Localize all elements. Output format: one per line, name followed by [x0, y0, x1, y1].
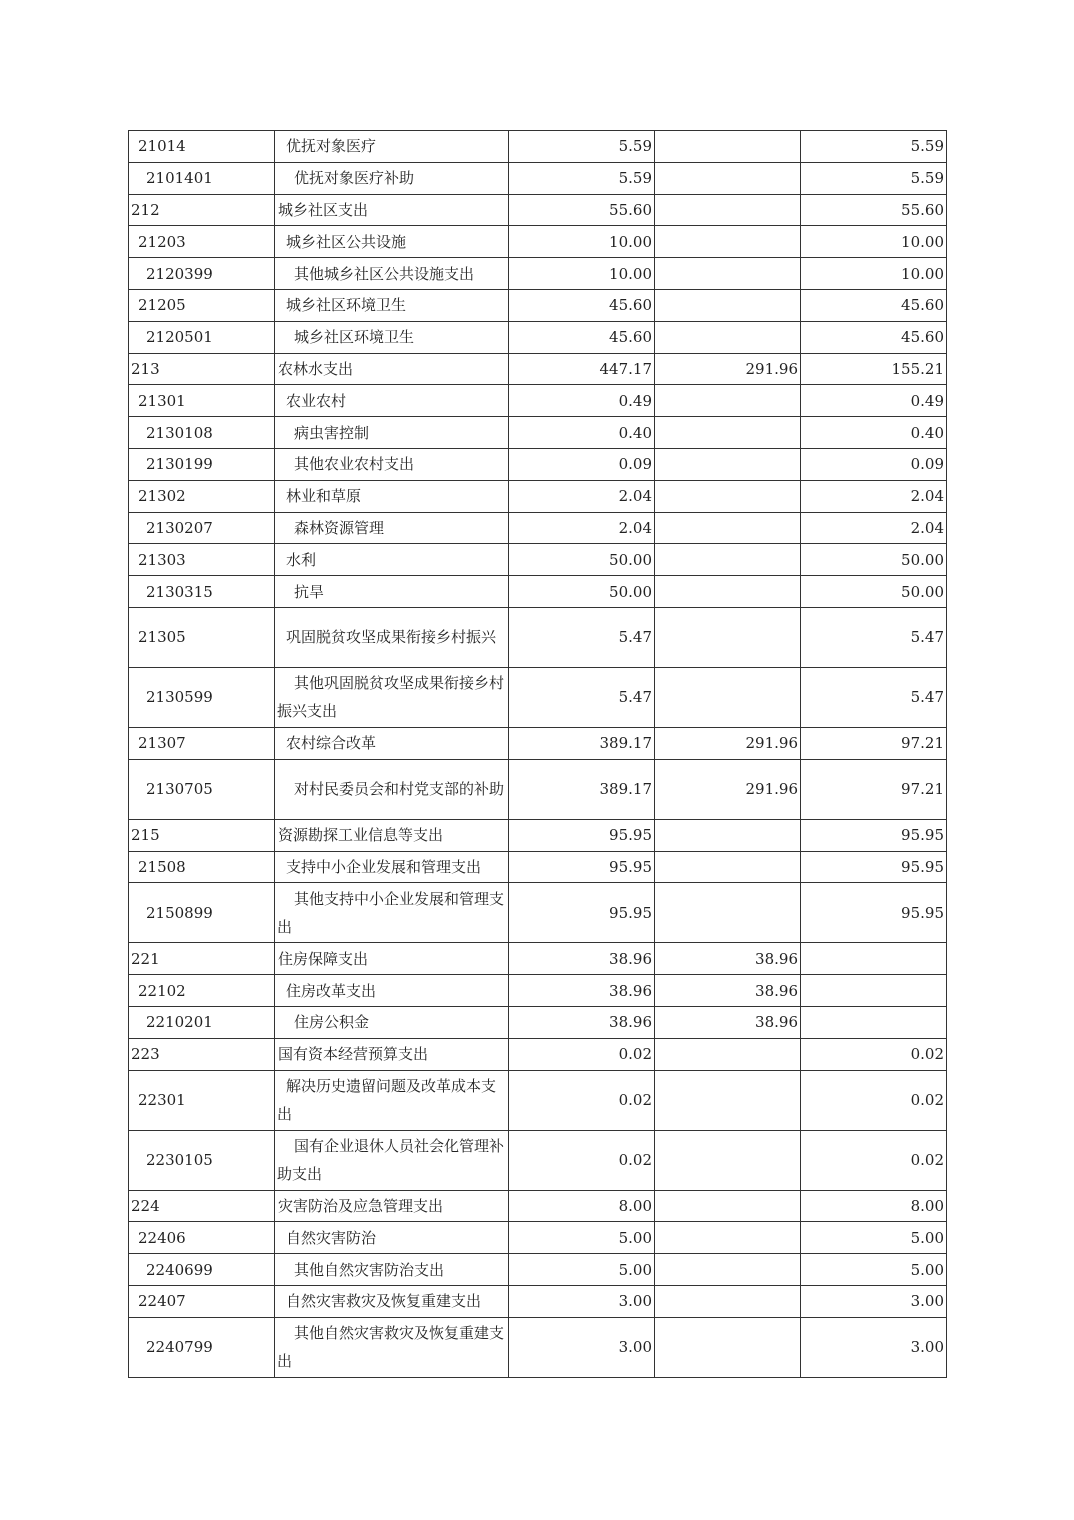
- code-cell: 2101401: [129, 162, 275, 194]
- code-cell: 22301: [129, 1070, 275, 1130]
- code-cell: 21301: [129, 385, 275, 417]
- name-cell: 城乡社区环境卫生: [275, 321, 509, 353]
- total-cell: 0.02: [509, 1130, 655, 1190]
- total-cell: 2.04: [509, 480, 655, 512]
- name-cell: 城乡社区公共设施: [275, 226, 509, 258]
- total-cell: 8.00: [509, 1190, 655, 1222]
- total-cell: 0.49: [509, 385, 655, 417]
- code-cell: 2120501: [129, 321, 275, 353]
- name-cell: 资源勘探工业信息等支出: [275, 819, 509, 851]
- project-cell: [801, 975, 947, 1007]
- project-cell: 3.00: [801, 1317, 947, 1377]
- total-cell: 5.47: [509, 607, 655, 667]
- project-cell: 0.09: [801, 448, 947, 480]
- total-cell: 10.00: [509, 226, 655, 258]
- name-cell: 病虫害控制: [275, 417, 509, 449]
- project-cell: 3.00: [801, 1285, 947, 1317]
- basic-cell: [655, 448, 801, 480]
- code-cell: 2130207: [129, 512, 275, 544]
- name-cell: 水利: [275, 544, 509, 576]
- basic-cell: [655, 1317, 801, 1377]
- name-cell: 农村综合改革: [275, 727, 509, 759]
- name-cell: 农林水支出: [275, 353, 509, 385]
- basic-cell: [655, 162, 801, 194]
- project-cell: 0.40: [801, 417, 947, 449]
- basic-cell: [655, 289, 801, 321]
- total-cell: 5.00: [509, 1222, 655, 1254]
- name-cell: 住房保障支出: [275, 943, 509, 975]
- project-cell: [801, 943, 947, 975]
- table-row: [129, 321, 947, 353]
- total-cell: 0.40: [509, 417, 655, 449]
- code-cell: 223: [129, 1038, 275, 1070]
- project-cell: 2.04: [801, 512, 947, 544]
- code-cell: 2210201: [129, 1006, 275, 1038]
- code-cell: 213: [129, 353, 275, 385]
- code-cell: 21307: [129, 727, 275, 759]
- basic-cell: [655, 321, 801, 353]
- code-cell: 221: [129, 943, 275, 975]
- name-cell: 灾害防治及应急管理支出: [275, 1190, 509, 1222]
- table-row: [129, 1317, 947, 1377]
- code-cell: 212: [129, 194, 275, 226]
- total-cell: 5.47: [509, 667, 655, 727]
- project-cell: 0.02: [801, 1070, 947, 1130]
- basic-cell: [655, 226, 801, 258]
- code-cell: 224: [129, 1190, 275, 1222]
- project-cell: 97.21: [801, 759, 947, 819]
- total-cell: 38.96: [509, 1006, 655, 1038]
- basic-cell: [655, 851, 801, 883]
- total-cell: 3.00: [509, 1317, 655, 1377]
- total-cell: 95.95: [509, 819, 655, 851]
- table-row: [129, 759, 947, 819]
- table-row: [129, 448, 947, 480]
- table-row: [129, 667, 947, 727]
- project-cell: 5.59: [801, 131, 947, 163]
- total-cell: 50.00: [509, 576, 655, 608]
- project-cell: 45.60: [801, 289, 947, 321]
- project-cell: 0.02: [801, 1038, 947, 1070]
- table-row: [129, 819, 947, 851]
- basic-cell: [655, 1190, 801, 1222]
- basic-cell: 291.96: [655, 759, 801, 819]
- table-row: [129, 851, 947, 883]
- project-cell: 95.95: [801, 851, 947, 883]
- code-cell: 2130199: [129, 448, 275, 480]
- name-cell: 其他自然灾害防治支出: [275, 1254, 509, 1286]
- project-cell: 5.47: [801, 607, 947, 667]
- basic-cell: [655, 194, 801, 226]
- project-cell: 45.60: [801, 321, 947, 353]
- basic-cell: 291.96: [655, 353, 801, 385]
- table-row: [129, 162, 947, 194]
- total-cell: 95.95: [509, 883, 655, 943]
- total-cell: 95.95: [509, 851, 655, 883]
- project-cell: 5.59: [801, 162, 947, 194]
- total-cell: 5.00: [509, 1254, 655, 1286]
- name-cell: 支持中小企业发展和管理支出: [275, 851, 509, 883]
- name-cell: 其他城乡社区公共设施支出: [275, 258, 509, 290]
- project-cell: 50.00: [801, 544, 947, 576]
- total-cell: 45.60: [509, 321, 655, 353]
- code-cell: 2150899: [129, 883, 275, 943]
- code-cell: 21303: [129, 544, 275, 576]
- name-cell: 解决历史遗留问题及改革成本支出: [275, 1070, 509, 1130]
- table-row: [129, 576, 947, 608]
- total-cell: 447.17: [509, 353, 655, 385]
- project-cell: 95.95: [801, 819, 947, 851]
- name-cell: 其他巩固脱贫攻坚成果衔接乡村振兴支出: [275, 667, 509, 727]
- name-cell: 其他农业农村支出: [275, 448, 509, 480]
- name-cell: 优抚对象医疗补助: [275, 162, 509, 194]
- basic-cell: [655, 883, 801, 943]
- total-cell: 10.00: [509, 258, 655, 290]
- table-row: [129, 512, 947, 544]
- table-row: [129, 131, 947, 163]
- basic-cell: [655, 1285, 801, 1317]
- code-cell: 2120399: [129, 258, 275, 290]
- table-row: [129, 1190, 947, 1222]
- table-row: [129, 226, 947, 258]
- name-cell: 林业和草原: [275, 480, 509, 512]
- total-cell: 50.00: [509, 544, 655, 576]
- project-cell: 155.21: [801, 353, 947, 385]
- basic-cell: [655, 480, 801, 512]
- name-cell: 国有资本经营预算支出: [275, 1038, 509, 1070]
- total-cell: 389.17: [509, 759, 655, 819]
- code-cell: 22407: [129, 1285, 275, 1317]
- name-cell: 国有企业退休人员社会化管理补助支出: [275, 1130, 509, 1190]
- table-row: [129, 727, 947, 759]
- basic-cell: [655, 131, 801, 163]
- budget-table: [128, 130, 947, 1378]
- basic-cell: 38.96: [655, 1006, 801, 1038]
- basic-cell: 38.96: [655, 943, 801, 975]
- basic-cell: [655, 607, 801, 667]
- code-cell: 2130599: [129, 667, 275, 727]
- code-cell: 21203: [129, 226, 275, 258]
- name-cell: 自然灾害防治: [275, 1222, 509, 1254]
- code-cell: 21014: [129, 131, 275, 163]
- code-cell: 22102: [129, 975, 275, 1007]
- table-row: [129, 417, 947, 449]
- code-cell: 2240699: [129, 1254, 275, 1286]
- code-cell: 2130108: [129, 417, 275, 449]
- code-cell: 2130705: [129, 759, 275, 819]
- table-row: [129, 1222, 947, 1254]
- total-cell: 38.96: [509, 975, 655, 1007]
- table-row: [129, 258, 947, 290]
- total-cell: 5.59: [509, 162, 655, 194]
- total-cell: 2.04: [509, 512, 655, 544]
- total-cell: 3.00: [509, 1285, 655, 1317]
- basic-cell: [655, 417, 801, 449]
- basic-cell: [655, 1254, 801, 1286]
- code-cell: 2240799: [129, 1317, 275, 1377]
- table-row: [129, 385, 947, 417]
- name-cell: 其他自然灾害救灾及恢复重建支出: [275, 1317, 509, 1377]
- name-cell: 抗旱: [275, 576, 509, 608]
- table-body: [129, 131, 947, 1378]
- table-row: [129, 1038, 947, 1070]
- table-row: [129, 289, 947, 321]
- basic-cell: [655, 819, 801, 851]
- project-cell: 0.49: [801, 385, 947, 417]
- table-row: [129, 480, 947, 512]
- project-cell: 0.02: [801, 1130, 947, 1190]
- code-cell: 21302: [129, 480, 275, 512]
- basic-cell: [655, 1070, 801, 1130]
- name-cell: 优抚对象医疗: [275, 131, 509, 163]
- total-cell: 45.60: [509, 289, 655, 321]
- total-cell: 0.09: [509, 448, 655, 480]
- name-cell: 对村民委员会和村党支部的补助: [275, 759, 509, 819]
- project-cell: 50.00: [801, 576, 947, 608]
- table-row: [129, 544, 947, 576]
- name-cell: 森林资源管理: [275, 512, 509, 544]
- code-cell: 2130315: [129, 576, 275, 608]
- code-cell: 215: [129, 819, 275, 851]
- total-cell: 0.02: [509, 1070, 655, 1130]
- basic-cell: [655, 667, 801, 727]
- table-row: [129, 1130, 947, 1190]
- table-row: [129, 194, 947, 226]
- table-row: [129, 607, 947, 667]
- code-cell: 21305: [129, 607, 275, 667]
- table-row: [129, 1254, 947, 1286]
- project-cell: 95.95: [801, 883, 947, 943]
- total-cell: 0.02: [509, 1038, 655, 1070]
- code-cell: 21508: [129, 851, 275, 883]
- table-row: [129, 883, 947, 943]
- name-cell: 农业农村: [275, 385, 509, 417]
- table-row: [129, 353, 947, 385]
- project-cell: [801, 1006, 947, 1038]
- name-cell: 巩固脱贫攻坚成果衔接乡村振兴: [275, 607, 509, 667]
- basic-cell: 291.96: [655, 727, 801, 759]
- table-row: [129, 1070, 947, 1130]
- project-cell: 2.04: [801, 480, 947, 512]
- code-cell: 2230105: [129, 1130, 275, 1190]
- basic-cell: [655, 1130, 801, 1190]
- total-cell: 38.96: [509, 943, 655, 975]
- code-cell: 22406: [129, 1222, 275, 1254]
- name-cell: 城乡社区支出: [275, 194, 509, 226]
- table-row: [129, 975, 947, 1007]
- project-cell: 5.47: [801, 667, 947, 727]
- project-cell: 97.21: [801, 727, 947, 759]
- basic-cell: [655, 385, 801, 417]
- project-cell: 10.00: [801, 226, 947, 258]
- name-cell: 住房改革支出: [275, 975, 509, 1007]
- name-cell: 自然灾害救灾及恢复重建支出: [275, 1285, 509, 1317]
- table-row: [129, 1006, 947, 1038]
- basic-cell: [655, 1222, 801, 1254]
- code-cell: 21205: [129, 289, 275, 321]
- basic-cell: [655, 512, 801, 544]
- name-cell: 住房公积金: [275, 1006, 509, 1038]
- project-cell: 10.00: [801, 258, 947, 290]
- project-cell: 8.00: [801, 1190, 947, 1222]
- basic-cell: [655, 1038, 801, 1070]
- name-cell: 城乡社区环境卫生: [275, 289, 509, 321]
- total-cell: 55.60: [509, 194, 655, 226]
- table-row: [129, 943, 947, 975]
- project-cell: 5.00: [801, 1222, 947, 1254]
- basic-cell: [655, 258, 801, 290]
- project-cell: 5.00: [801, 1254, 947, 1286]
- total-cell: 5.59: [509, 131, 655, 163]
- name-cell: 其他支持中小企业发展和管理支出: [275, 883, 509, 943]
- basic-cell: 38.96: [655, 975, 801, 1007]
- basic-cell: [655, 576, 801, 608]
- project-cell: 55.60: [801, 194, 947, 226]
- table-row: [129, 1285, 947, 1317]
- basic-cell: [655, 544, 801, 576]
- total-cell: 389.17: [509, 727, 655, 759]
